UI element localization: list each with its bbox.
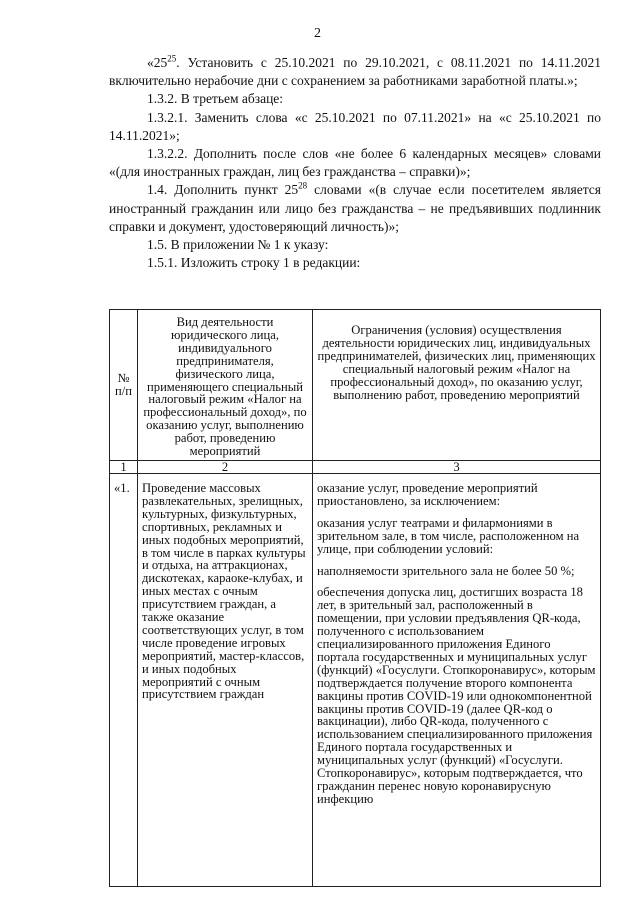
amendment-table bbox=[109, 309, 601, 887]
restriction-line: оказания услуг театрами и филармониями в зрительном зале, в том числе, расположенном на улице, при соблюдении условий: bbox=[317, 515, 580, 556]
paragraph-1-3-2-2: 1.3.2.2. Дополнить после слов «не более 6 календарных месяцев» словами «(для иностранных граждан, лиц без гражданства – справки)»; bbox=[109, 146, 601, 180]
table-index-row bbox=[110, 460, 601, 473]
row-restrictions bbox=[313, 473, 601, 886]
paragraph-1-3-2: 1.3.2. В третьем абзаце: bbox=[147, 91, 284, 107]
index-cell: 2 bbox=[138, 460, 313, 473]
row-number: «1. bbox=[110, 473, 138, 886]
restriction-line: наполняемости зрительного зала не более 50 %; bbox=[317, 563, 575, 578]
index-cell: 1 bbox=[110, 460, 138, 473]
paragraph-1-5-1: 1.5.1. Изложить строку 1 в редакции: bbox=[147, 255, 361, 271]
paragraph-1-5: 1.5. В приложении № 1 к указу: bbox=[147, 237, 329, 253]
amendment-text bbox=[109, 54, 601, 272]
row-activity: Проведение массовых развлекательных, зрелищных, культурных, физкультурных, спортивных, рекламных и иных подобных мероприятий, в том числе в парках культуры и отдыха, на аттракционах, дискотеках, караоке-клубах, и иных местах с очным присутствием граждан, а также оказание соответствующих услуг, в том числе проведение игровых мероприятий, мастер-классов, и иных подобных мероприятий с очным присутствием граждан bbox=[138, 473, 313, 886]
table-header-row bbox=[110, 310, 601, 461]
table-row bbox=[110, 473, 601, 886]
index-cell: 3 bbox=[313, 460, 601, 473]
header-activity-type: Вид деятельности юридического лица, индивидуального предпринимателя, физического лица, применяющего специальный налоговый режим «Налог на профессиональный доход», по оказанию услуг, выполнению работ, проведению мероприятий bbox=[138, 310, 313, 461]
paragraph-1-4: 1.4. Дополнить пункт $25^{28}$ словами «(в случае если посетителем является иностранный гражданин или лицо без гражданства – не предъявивших подлинник справки и документ, удостоверяющий личность)»; bbox=[109, 180, 601, 234]
restriction-line: оказание услуг, проведение мероприятий приостановлено, за исключением: bbox=[317, 480, 538, 508]
paragraph-25-25: «$25^{25}$. Установить с 25.10.2021 по 29.10.2021, с 08.11.2021 по 14.11.2021 включительно нерабочие дни с сохранением за работниками заработной платы.»; bbox=[109, 53, 601, 89]
restriction-line: обеспечения допуска лиц, достигших возраста 18 лет, в зрительный зал, расположенный в помещении, при условии предъявления QR-кода, полученного с использованием специализированного приложения Единого портала государственных и муниципальных услуг (функций) «Госуслуги. Стопкоронавирус», которым подтверждается получение второго компонента вакцины против COVID-19 или однокомпонентной вакцины против COVID-19 (далее QR-код о вакцинации), либо QR-кода, полученного с использованием специализированного приложения Единого портала государственных и муниципальных услуг (функций) «Госуслуги. Стопкоронавирус», которым подтверждается, что гражданин перенес новую коронавирусную инфекцию bbox=[317, 585, 596, 806]
paragraph-1-3-2-1: 1.3.2.1. Заменить слова «с 25.10.2021 по 07.11.2021» на «с 25.10.2021 по 14.11.2021»; bbox=[109, 109, 601, 143]
page-number: 2 bbox=[314, 26, 321, 41]
header-restrictions: Ограничения (условия) осуществления деятельности юридических лиц, индивидуальных предпринимателей, физических лиц, применяющих специальный налоговый режим «Налог на профессиональный доход», по оказанию услуг, выполнению работ, проведению мероприятий bbox=[313, 310, 601, 461]
header-number: № п/п bbox=[110, 310, 138, 461]
